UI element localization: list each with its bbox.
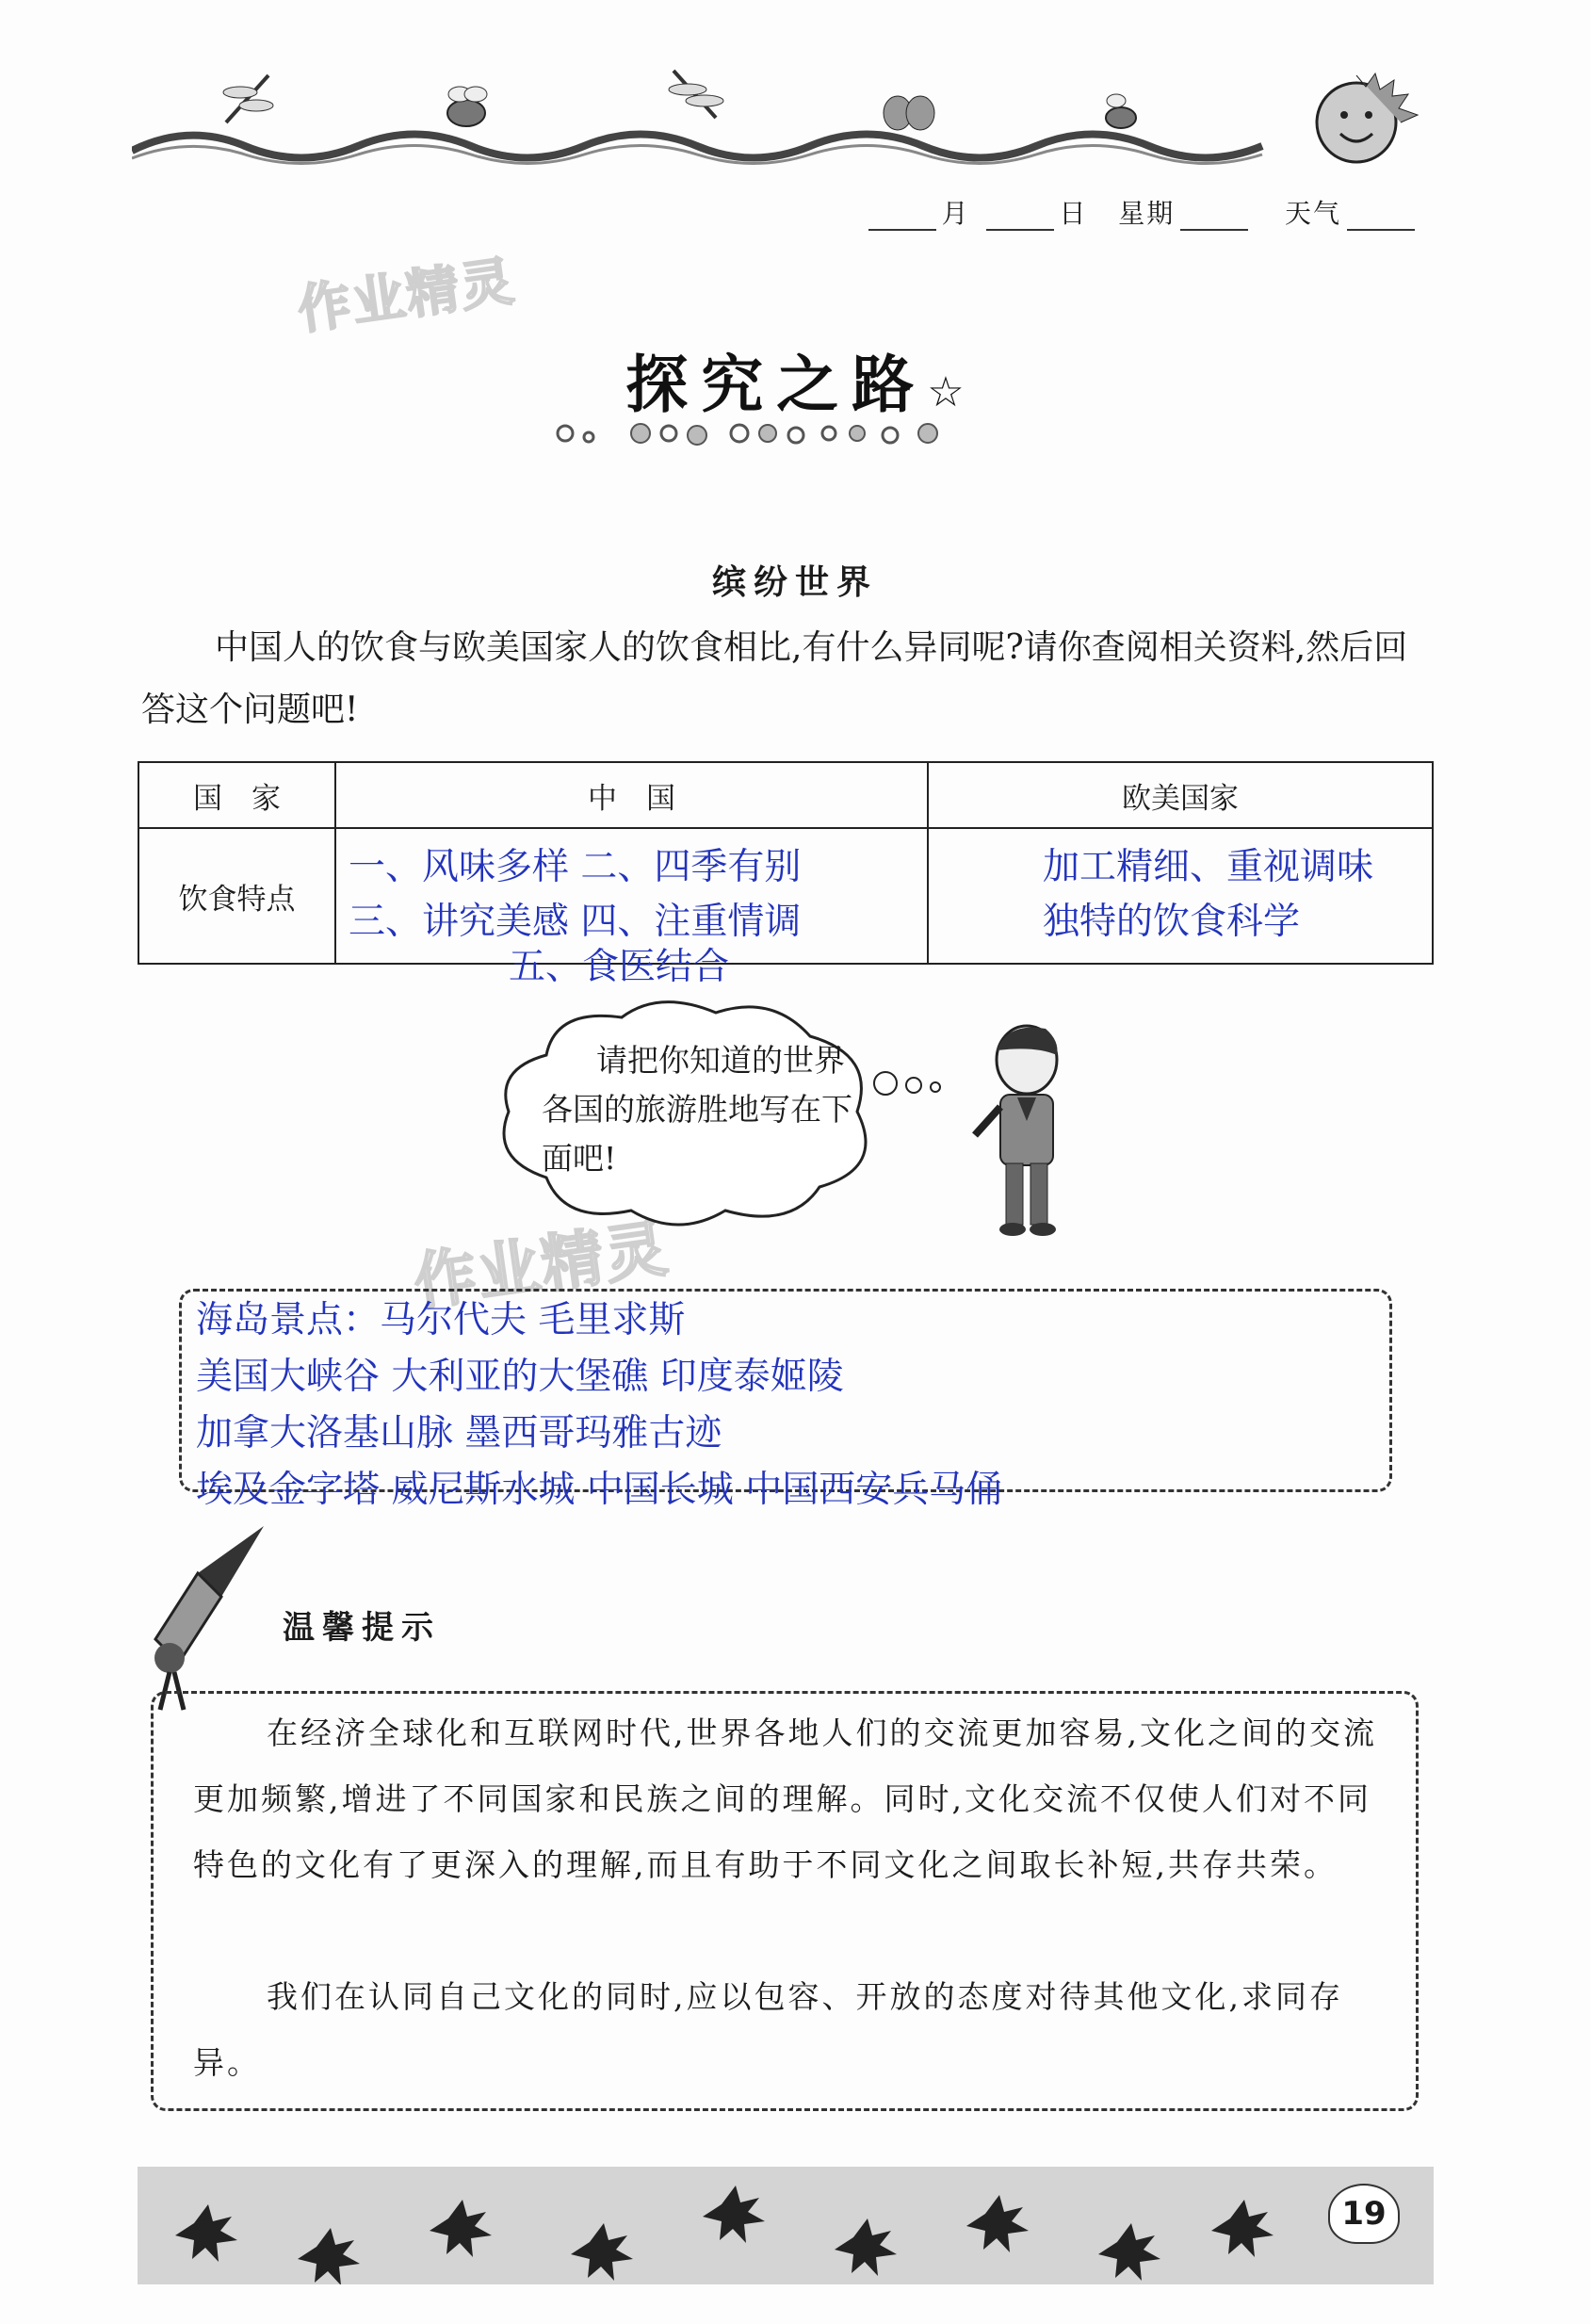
star-icon: ☆ xyxy=(927,368,965,416)
day-label: 日 xyxy=(1059,198,1088,229)
section-title xyxy=(0,334,1590,424)
weather-blank[interactable] xyxy=(1347,204,1415,231)
day-blank[interactable] xyxy=(986,204,1054,231)
dragonfly-icon xyxy=(659,61,735,127)
food-comparison-table xyxy=(138,761,1434,965)
subtitle: 缤纷世界 xyxy=(711,562,878,602)
page-number: 19 xyxy=(1328,2184,1400,2244)
intro-paragraph: 中国人的饮食与欧美国家人的饮食相比,有什么异同呢?请你查阅相关资料,然后回答这个问题吧! xyxy=(141,628,1408,729)
bee-icon xyxy=(1093,89,1149,137)
pencil-character-icon xyxy=(132,1521,273,1719)
month-blank[interactable] xyxy=(868,204,936,231)
handwritten-answer: 加拿大洛基山脉 墨西哥玛雅古迹 xyxy=(196,1412,722,1455)
table-header: 中 国 xyxy=(335,762,928,828)
handwritten-answer: 三、讲究美感 四、注重情调 xyxy=(349,901,802,943)
handwritten-answer: 独特的饮食科学 xyxy=(1043,901,1301,943)
handwritten-answer: 加工精细、重视调味 xyxy=(1043,846,1374,888)
tips-paragraph: 我们在认同自己文化的同时,应以包容、开放的态度对待其他文化,求同存异。 xyxy=(193,1978,1343,2081)
handwritten-answer: 海岛景点：马尔代夫 毛里求斯 xyxy=(196,1299,686,1341)
butterfly-icon xyxy=(881,89,937,137)
handwritten-answer: 一、风味多样 二、四季有别 xyxy=(349,846,802,888)
table-header: 欧美国家 xyxy=(928,762,1433,828)
handwritten-answer: 美国大峡谷 大利亚的大堡礁 印度泰姬陵 xyxy=(196,1356,844,1398)
bubbles-decoration xyxy=(556,414,951,452)
bee-icon xyxy=(433,80,499,137)
section-title-text: 探究之路 xyxy=(625,349,928,421)
tips-paragraph: 在经济全球化和互联网时代,世界各地人们的交流更加容易,文化之间的交流更加频繁,增进了不同国家和民族之间的理解。同时,文化交流不仅使人们对不同特色的文化有了更深入的理解,而且有助于不同文化之间取长补短,共存共荣。 xyxy=(193,1715,1377,1883)
table-header-row xyxy=(138,762,1433,828)
tips-title: 温馨提示 xyxy=(283,1609,441,1647)
boy-illustration xyxy=(961,1017,1093,1243)
table-row xyxy=(138,828,1433,964)
leaf-footer-band xyxy=(138,2167,1434,2284)
dragonfly-icon xyxy=(217,66,283,132)
watermark: 作业精灵 xyxy=(409,1211,673,1320)
month-label: 月 xyxy=(941,198,970,229)
west-answer-cell[interactable] xyxy=(928,828,1433,964)
thought-bubble-text: 请把你知道的世界各国的旅游胜地写在下面吧! xyxy=(542,1042,852,1177)
weekday-blank[interactable] xyxy=(1180,204,1248,231)
weather-label: 天气 xyxy=(1284,198,1341,229)
date-weather-fields xyxy=(863,193,1420,231)
row-label: 饮食特点 xyxy=(138,828,335,964)
handwritten-answer: 埃及金字塔 威尼斯水城 中国长城 中国西安兵马俑 xyxy=(196,1469,1003,1511)
watermark: 作业精灵 xyxy=(294,251,520,342)
sun-icon xyxy=(1286,66,1427,179)
weekday-label: 星期 xyxy=(1118,198,1176,229)
leaf-decoration xyxy=(138,2167,1434,2284)
table-header: 国 家 xyxy=(138,762,335,828)
thought-dots xyxy=(871,1064,956,1102)
handwritten-answer: 五、食医结合 xyxy=(509,946,730,988)
